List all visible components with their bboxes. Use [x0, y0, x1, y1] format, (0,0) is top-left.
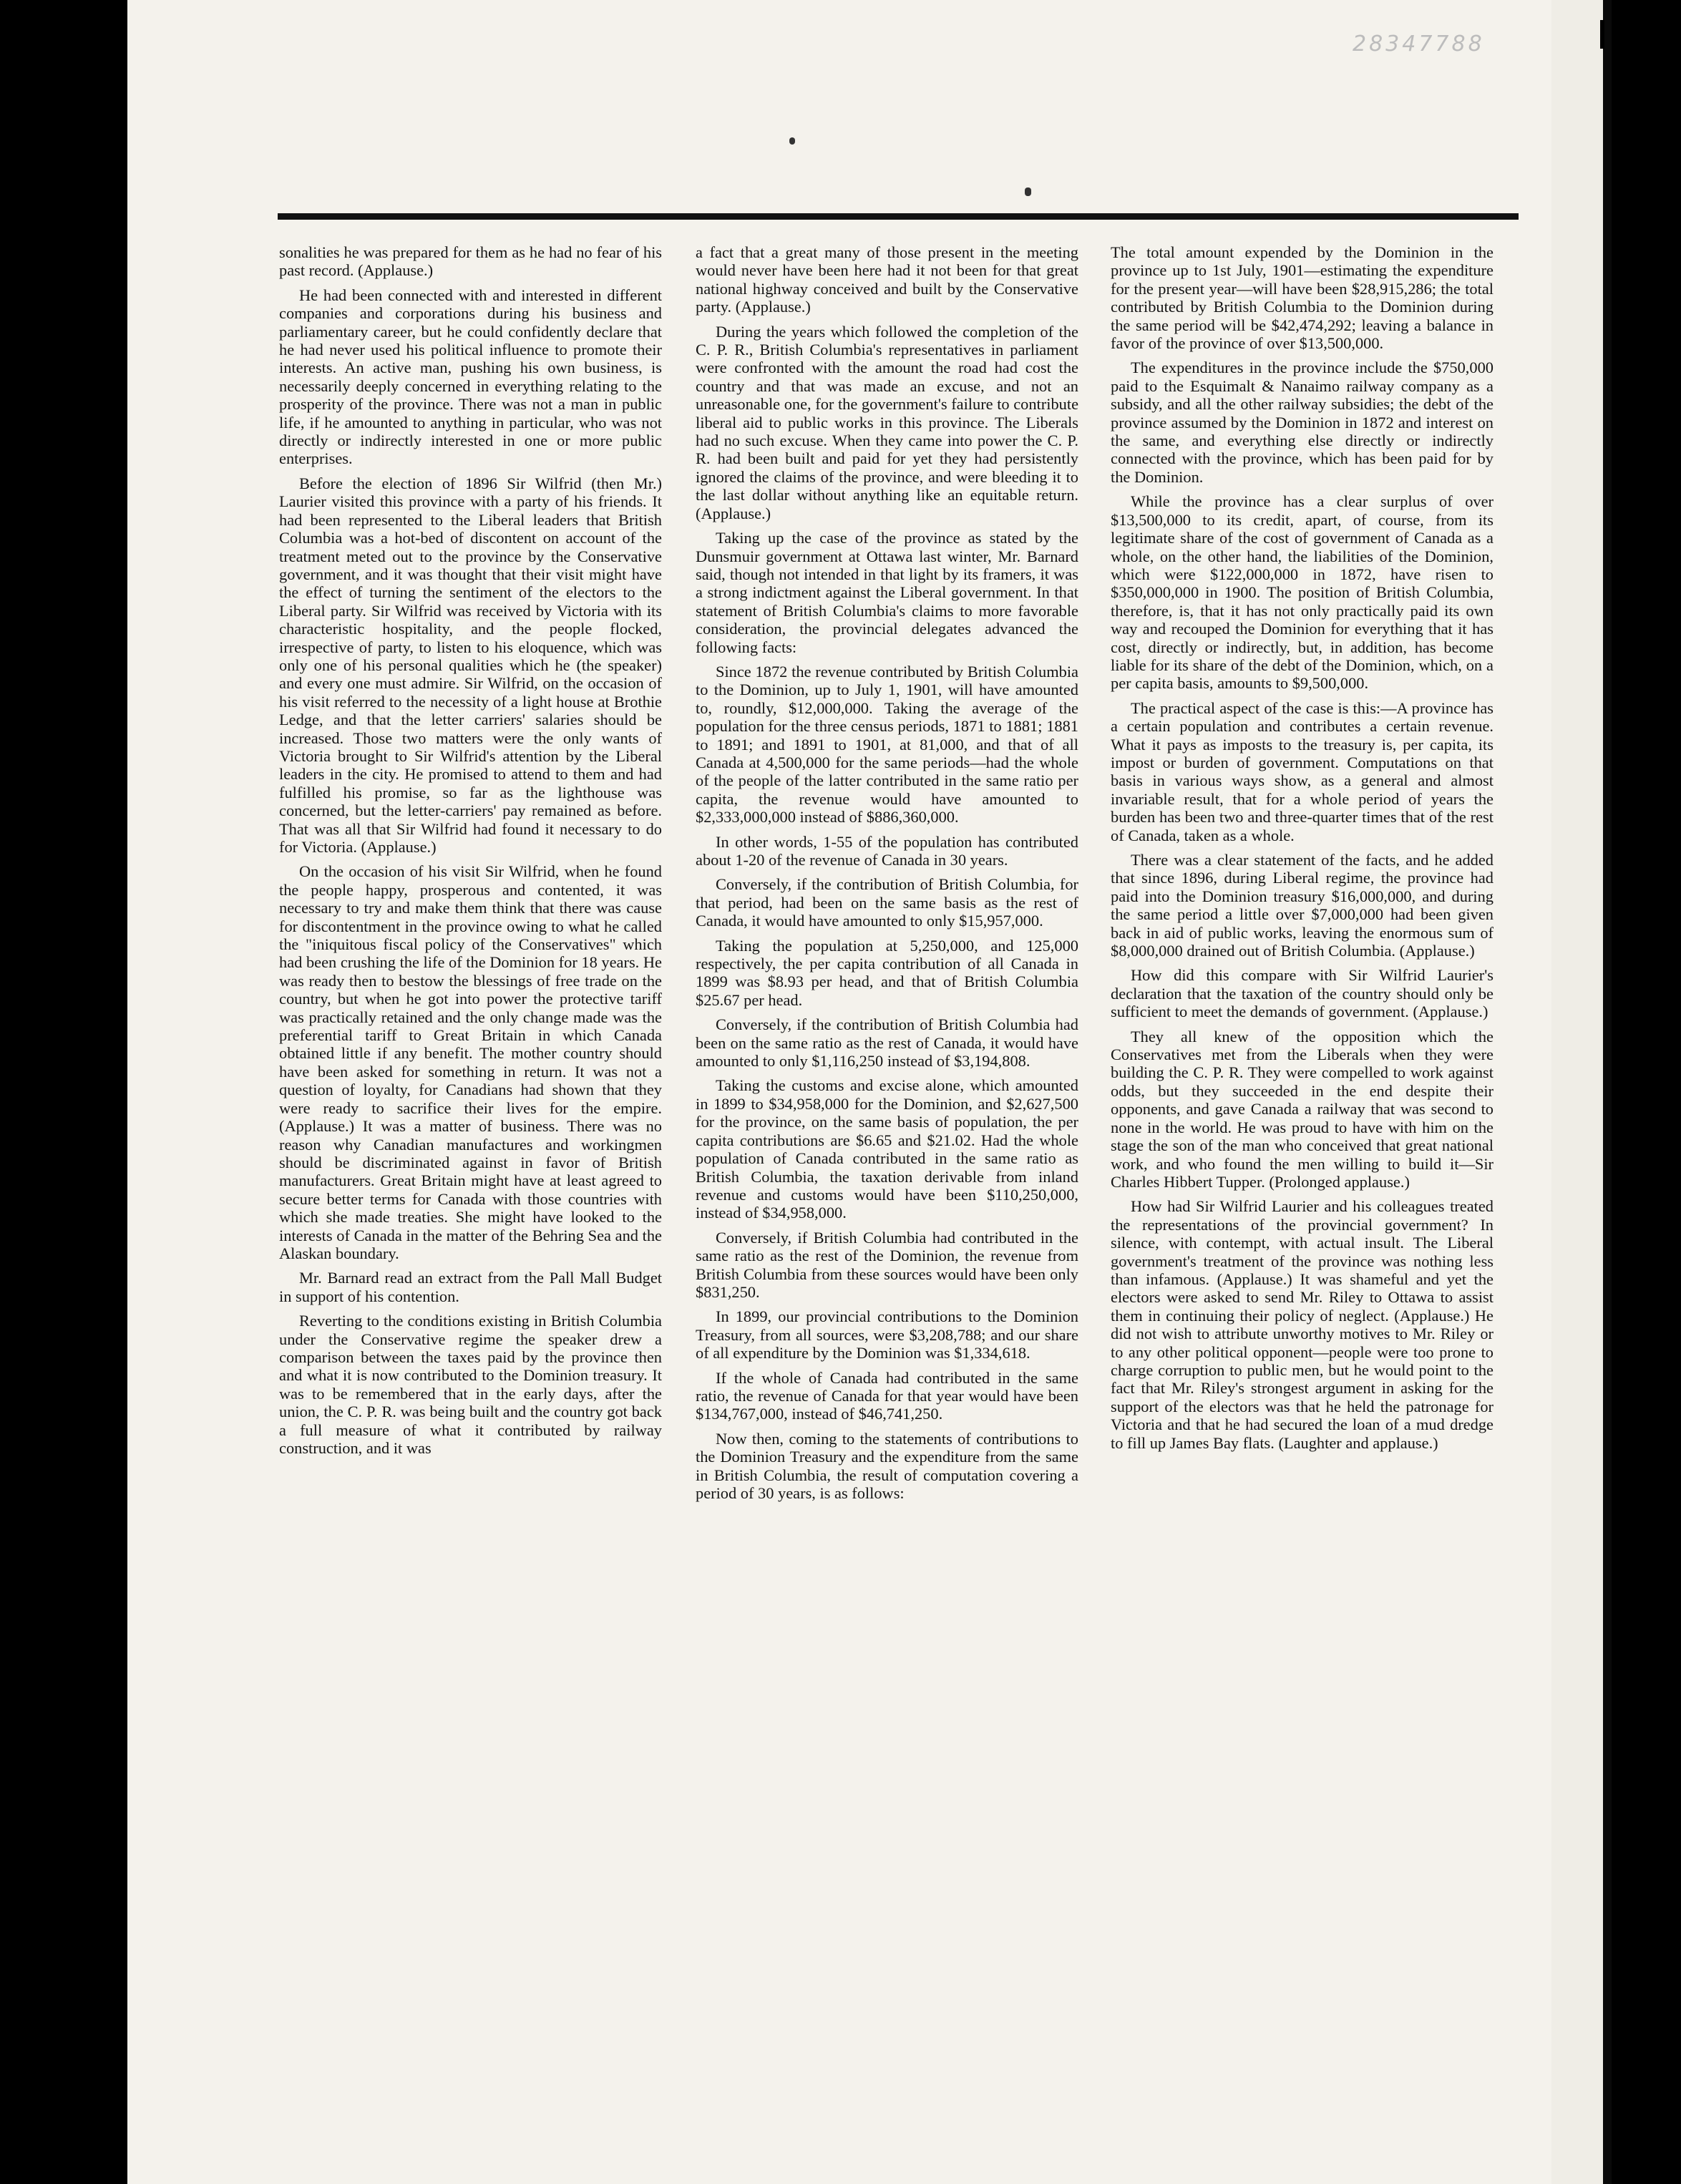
- column-2: [696, 243, 1078, 1508]
- paragraph: There was a clear statement of the facts, and he added that since 1896, during Liberal regime, the province had paid into the Dominion treasury $16,000,000, and during the same period a little over $7,000,000 had been given back in aid of public works, leaving the enormous sum of $8,000,000 drained out of British Columbia. (Applause.): [1111, 851, 1494, 960]
- paragraph: Conversely, if the contribution of British Columbia had been on the same ratio as the rest of Canada, it would have amounted to only $1,116,250 instead of $3,194,808.: [696, 1015, 1078, 1071]
- scan-border: [1603, 0, 1612, 2184]
- paragraph: a fact that a great many of those present in the meeting would never have been here had it not been for that great national highway conceived and built by the Conservative party. (Applause.): [696, 243, 1078, 316]
- paragraph: Conversely, if the contribution of British Columbia, for that period, had been on the same basis as the rest of Canada, it would have amounted to only $15,957,000.: [696, 875, 1078, 930]
- paragraph: Mr. Barnard read an extract from the Pall Mall Budget in support of his contention.: [279, 1269, 662, 1305]
- paragraph: They all knew of the opposition which the Conservatives met from the Liberals when they were building the C. P. R. They were compelled to work against odds, but they succeeded in the end despite their opponents, and gave Canada a railway that was second to none in the world. He was proud to have with him on the stage the son of the man who conceived that great national work, and who found the men willing to build it—Sir Charles Hibbert Tupper. (Prolonged applause.): [1111, 1027, 1494, 1191]
- paragraph: Taking the population at 5,250,000, and 125,000 respectively, the per capita contribution of all Canada in 1899 was $8.93 per head, and that of British Columbia $25.67 per head.: [696, 936, 1078, 1009]
- page-edge: [1551, 0, 1603, 2184]
- paragraph: Taking up the case of the province as stated by the Dunsmuir government at Ottawa last winter, Mr. Barnard said, though not intended in that light by its framers, it was a strong indictment against the Liberal government. In that statement of British Columbia's claims to more favorable consideration, the provincial delegates advanced the following facts:: [696, 529, 1078, 656]
- speck: [1025, 187, 1031, 196]
- header-rule: [278, 213, 1519, 220]
- paragraph: Now then, coming to the statements of contributions to the Dominion Treasury and the expenditure from the same in British Columbia, the result of computation covering a period of 30 years, is as follows:: [696, 1429, 1078, 1502]
- paragraph: In 1899, our provincial contributions to the Dominion Treasury, from all sources, were $3,208,788; and our share of all expenditure by the Dominion was $1,334,618.: [696, 1307, 1078, 1362]
- paragraph: The expenditures in the province include the $750,000 paid to the Esquimalt & Nanaimo railway company as a subsidy, and all the other railway subsidies; the debt of the province assumed by the Dominion in 1872 and interest on the same, and everything else directly or indirectly connected with the province, which has been paid for by the Dominion.: [1111, 359, 1494, 486]
- paragraph: On the occasion of his visit Sir Wilfrid, when he found the people happy, prosperous and contented, it was necessary to try and make them think that there was cause for discontentment in the province owing to what he called the "iniquitous fiscal policy of the Conservatives" which had been crushing the life of the Dominion for 18 years. He was ready then to bestow the blessings of free trade on the country, but when he got into power the protective tariff was practically retained and the only change made was the preferential tariff to Great Britain in which Canada obtained little if any benefit. The mother country should have been asked for something in return. It was not a question of loyalty, for Canadians had shown that they were ready to sacrifice their lives for the empire. (Applause.) It was a matter of business. There was no reason why Canadian manufactures and workingmen should be discriminated against in favor of British manufacturers. Great Britain might have at least agreed to secure better terms for Canada with those countries with which she made treaties. She might have looked to the interests of Canada in the matter of the Behring Sea and the Alaskan boundary.: [279, 862, 662, 1262]
- paragraph: The total amount expended by the Dominion in the province up to 1st July, 1901—estimating the expenditure for the present year—will have been $28,915,286; the total contributed by British Columbia to the Dominion during the same period will be $42,474,292; leaving a balance in favor of the province of over $13,500,000.: [1111, 243, 1494, 353]
- paragraph: How had Sir Wilfrid Laurier and his colleagues treated the representations of the provincial government? In silence, with contempt, with actual insult. The Liberal government's treatment of the province was nothing less than infamous. (Applause.) It was shameful and yet the electors were asked to send Mr. Riley to Ottawa to assist them in continuing their policy of neglect. (Applause.) He did not wish to attribute unworthy motives to Mr. Riley or to any other political opponent—people were too prone to charge corruption to public men, but he would point to the fact that Mr. Riley's strongest argument in asking for the support of the electors was that he held the patronage for Victoria and that he had secured the loan of a mud dredge to fill up James Bay flats. (Laughter and applause.): [1111, 1197, 1494, 1452]
- paragraph: In other words, 1-55 of the population has contributed about 1-20 of the revenue of Canada in 30 years.: [696, 832, 1078, 869]
- paragraph: Taking the customs and excise alone, which amounted in 1899 to $34,958,000 for the Dominion, and $2,627,500 for the province, on the same basis of population, the per capita contributions are $6.65 and $21.02. Had the whole population of Canada contributed in the same ratio as British Columbia, the taxation derivable from inland revenue and customs would have been $110,250,000, instead of $34,958,000.: [696, 1076, 1078, 1222]
- catalog-number: 28347788: [1353, 31, 1485, 57]
- column-1: [279, 243, 662, 1463]
- paragraph: Conversely, if British Columbia had contributed in the same ratio as the rest of the Dominion, the revenue from British Columbia from these sources would have been only $831,250.: [696, 1228, 1078, 1301]
- speck: [789, 137, 795, 145]
- paragraph: Since 1872 the revenue contributed by British Columbia to the Dominion, up to July 1, 1901, will have amounted to, roundly, $12,000,000. Taking the average of the population for the three census periods, 1871 to 1881; 1881 to 1891; and 1891 to 1901, at 81,000, and that of all Canada at 4,500,000 for the same periods—had the whole of the people of the latter contributed in the same ratio per capita, the revenue would have amounted to $2,333,000,000 instead of $886,360,000.: [696, 662, 1078, 827]
- paragraph: Reverting to the conditions existing in British Columbia under the Conservative regime the speaker drew a comparison between the taxes paid by the province then and what it is now contributed to the Dominion treasury. It was to be remembered that in the early days, after the union, the C. P. R. was being built and the country got back a full measure of what it contributed by railway construction, and it was: [279, 1312, 662, 1457]
- paragraph: If the whole of Canada had contributed in the same ratio, the revenue of Canada for that year would have been $134,767,000, instead of $46,741,250.: [696, 1368, 1078, 1423]
- column-3: [1111, 243, 1494, 1458]
- paragraph: sonalities he was prepared for them as he had no fear of his past record. (Applause.): [279, 243, 662, 280]
- paragraph: During the years which followed the completion of the C. P. R., British Columbia's representatives in parliament were confronted with the amount the road had cost the country and that was made an excuse, and not an unreasonable one, for the government's failure to contribute liberal aid to public works in this province. The Liberals had no such excuse. When they came into power the C. P. R. had been built and paid for yet they had persistently ignored the claims of the province, and were bleeding it to the last dollar without anything like an equitable return. (Applause.): [696, 322, 1079, 522]
- paragraph: He had been connected with and interested in different companies and corporations during his business and parliamentary career, but he could confidently declare that he had never used his political influence to promote their interests. An active man, pushing his own business, is necessarily deeply concerned in everything relating to the prosperity of the province. There was not a man in public life, if he amounted to anything in particular, who was not directly or indirectly interested in one or more public enterprises.: [279, 286, 662, 468]
- paragraph: How did this compare with Sir Wilfrid Laurier's declaration that the taxation of the country should only be sufficient to meet the demands of government. (Applause.): [1111, 966, 1494, 1021]
- scan-mark: [1600, 20, 1604, 49]
- paragraph: Before the election of 1896 Sir Wilfrid (then Mr.) Laurier visited this province with a party of his friends. It had been represented to the Liberal leaders that British Columbia was a hot-bed of discontent on account of the treatment meted out to the province by the Conservative government, and it was thought that their visit might have the effect of turning the sentiment of the electors to the Liberal party. Sir Wilfrid was received by Victoria with its characteristic hospitality, and the people flocked, irrespective of party, to listen to his eloquence, which was only one of his personal qualities which he (the speaker) and every one must admire. Sir Wilfrid, on the occasion of his visit referred to the necessity of a light house at Brothie Ledge, and that the letter carriers' salaries should be increased. Those two matters were the only wants of Victoria brought to Sir Wilfrid's attention by the Liberal leaders in the city. He promised to attend to them and had fulfilled his promise, so far as the lighthouse was concerned, but the letter-carriers' pay remained as before. That was all that Sir Wilfrid had found it necessary to do for Victoria. (Applause.): [279, 474, 662, 856]
- paragraph: While the province has a clear surplus of over $13,500,000 to its credit, apart, of course, from its legitimate share of the cost of government of Canada as a whole, on the other hand, the liabilities of the Dominion, which were $122,000,000 in 1872, have risen to $350,000,000 in 1900. The position of British Columbia, therefore, is, that it has not only practically paid its own way and recouped the Dominion for everything that it has cost, directly or indirectly, but, in addition, has become liable for its share of the debt of the Dominion, which, on a per capita basis, amounts to $9,500,000.: [1111, 492, 1494, 693]
- paragraph: The practical aspect of the case is this:—A province has a certain population and contributes a certain revenue. What it pays as imposts to the treasury is, per capita, its impost or burden of government. Computations on that basis in various ways show, as a general and almost invariable result, that for a whole period of years the burden has been two and three-quarter times that of the rest of Canada, taken as a whole.: [1111, 698, 1494, 844]
